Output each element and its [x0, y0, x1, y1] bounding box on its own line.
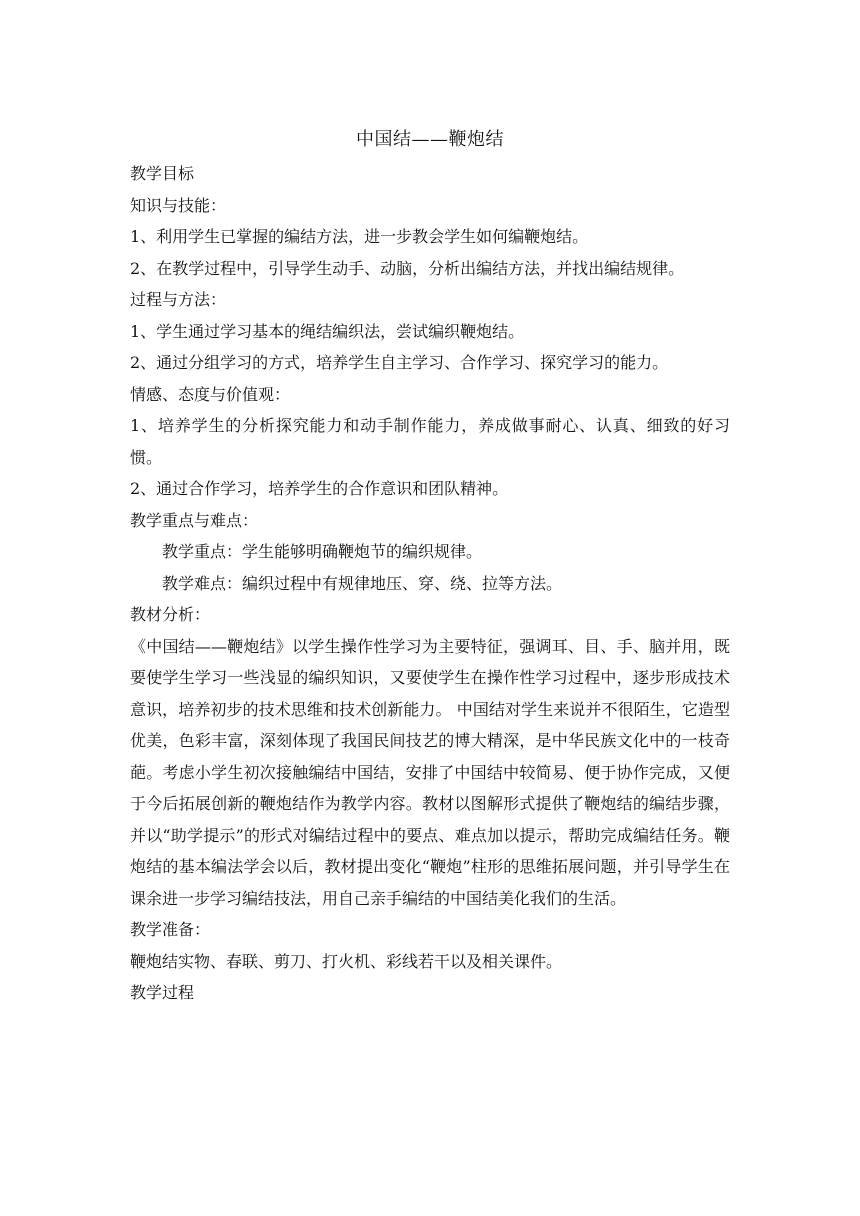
analysis-heading: 教材分析：: [130, 605, 211, 624]
prep-heading: 教学准备：: [130, 920, 211, 939]
emotion-heading: 情感、态度与价值观：: [130, 384, 291, 404]
prep-text: 鞭炮结实物、春联、剪刀、打火机、彩线若干以及相关课件。: [130, 951, 563, 971]
process-item-2: 2、通过分组学习的方式，培养学生自主学习、合作学习、探究学习的能力。: [130, 353, 669, 372]
document-page: [130, 122, 730, 1009]
knowledge-item-2: 2、在教学过程中，引导学生动手、动脑，分析出编结方法，并找出编结规律。: [130, 258, 685, 278]
document-title: 中国结——鞭炮结: [356, 129, 504, 150]
key-heading: 教学重点与难点：: [130, 510, 259, 530]
key-point: 教学重点：学生能够明确鞭炮节的编织规律。: [162, 542, 483, 561]
knowledge-item-1: 1、利用学生已掌握的编结方法，进一步教会学生如何编鞭炮结。: [130, 227, 589, 246]
knowledge-heading: 知识与技能：: [130, 195, 227, 215]
emotion-item-1: 1、培养学生的分析探究能力和动手制作能力，养成做事耐心、认真、细致的好习惯。: [130, 416, 730, 467]
analysis-paragraph: 《中国结——鞭炮结》以学生操作性学习为主要特征，强调耳、目、手、脑并用，既要使学生学习一些浅显的编织知识，又要使学生在操作性学习过程中，逐步形成技术意识，培养初步的技术思维和技术创新能力。 中国结对学生来说并不很陌生，它造型优美，色彩丰富，深刻体现了我国民间技艺的博大精深，是中华民族文化中的一枝奇葩。考虑小学生初次接触编结中国结，安排了中国结中较简易、便于协作完成，又便于今后拓展创新的鞭炮结作为教学内容。教材以图解形式提供了鞭炮结的编结步骤，并以“助学提示”的形式对编结过程中的要点、难点加以提示，帮助完成编结任务。鞭炮结的基本编法学会以后，教材提出变化“鞭炮”柱形的思维拓展问题，并引导学生在课余进一步学习编结技法，用自己亲手编结的中国结美化我们的生活。: [130, 636, 730, 908]
process-heading: 过程与方法：: [130, 290, 227, 309]
emotion-item-2: 2、通过合作学习，培养学生的合作意识和团队精神。: [130, 479, 509, 498]
process-item-1: 1、学生通过学习基本的绳结编织法，尝试编织鞭炮结。: [130, 321, 525, 341]
goals-heading: 教学目标: [130, 164, 195, 183]
procedure-heading: 教学过程: [130, 983, 195, 1002]
difficult-point: 教学难点：编织过程中有规律地压、穿、绕、拉等方法。: [162, 573, 563, 593]
